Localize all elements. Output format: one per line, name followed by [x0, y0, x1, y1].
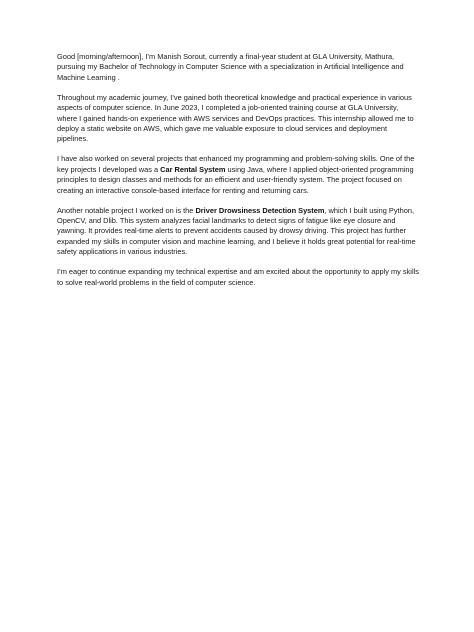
project-name-drowsiness-detection: Driver Drowsiness Detection System	[195, 205, 325, 215]
paragraph-closing	[57, 267, 419, 288]
project-name-car-rental: Car Rental System	[160, 164, 226, 174]
paragraph-text: Throughout my academic journey, I’ve gained both theoretical knowledge and practical experience in various aspects of computer science. In June 2023, I completed a job-oriented training course at GLA University, where I gained hands-on experience with AWS services and DevOps practices. This internship allowed me to deploy a static website on AWS, which gave me valuable exposure to cloud services and deployment pipelines.	[57, 92, 414, 144]
paragraph-academic-journey	[57, 93, 419, 145]
paragraph-text: Good [morning/afternoon], I’m Manish Sorout, currently a final-year student at GLA University, Mathura, pursuing my Bachelor of Technology in Computer Science with a specialization in Artificial Intelligence and Machine Learning .	[57, 52, 404, 82]
paragraph-text-before: I have also worked on several projects that enhanced my programming and problem-solving skills. One of the key projects I developed was a	[57, 154, 415, 174]
paragraph-text-after: using Java, where I applied object-oriented programming principles to design classes and methods for an efficient and user-friendly system. The project focused on creating an interactive console-based interface for renting and returning cars.	[57, 164, 414, 195]
paragraph-drowsiness-project	[57, 206, 419, 258]
paragraph-text-before: Another notable project I worked on is the	[57, 205, 196, 215]
paragraph-text: I’m eager to continue expanding my technical expertise and am excited about the opportunity to apply my skills to solve real-world problems in the field of computer science.	[57, 267, 419, 287]
paragraph-car-rental-project	[57, 154, 419, 196]
document-body	[57, 52, 419, 298]
paragraph-text-after: , which I built using Python, OpenCV, and Dlib. This system analyzes facial landmarks to detect signs of fatigue like eye closure and yawning. It provides real-time alerts to prevent accidents caused by drowsy driving. This project has further expanded my skills in computer vision and machine learning, and I believe it holds great potential for real-time safety applications in various industries.	[57, 205, 416, 257]
paragraph-greeting	[57, 52, 419, 83]
